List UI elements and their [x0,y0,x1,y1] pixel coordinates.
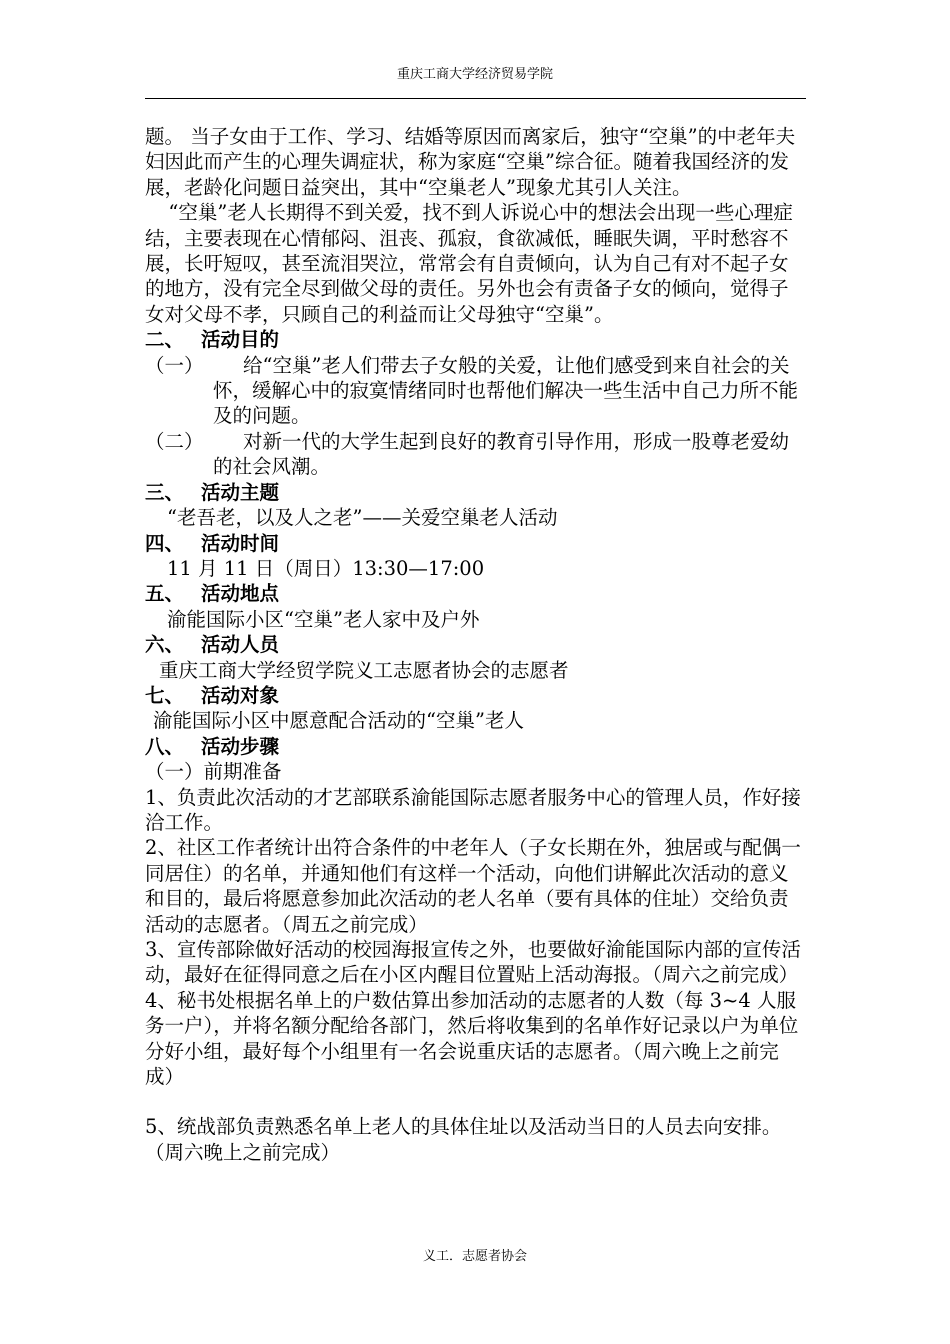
section-title: 活动对象 [201,683,280,707]
section-title: 活动主题 [201,480,280,504]
section-number: 二、 [145,328,185,352]
section-heading-2 [145,327,806,352]
subsection-heading: （一）前期准备 [145,760,282,784]
section-number: 五、 [145,582,185,606]
purpose-item-1 [145,353,806,429]
audience-text: 渝能国际小区中愿意配合活动的“空巢”老人 [153,709,524,733]
item-marker: （二） [145,429,204,453]
blank-line [145,1089,806,1114]
section-title: 活动地点 [201,582,280,606]
section-heading-3 [145,480,806,505]
step-item-1: 1、负责此次活动的才艺部联系渝能国际志愿者服务中心的管理人员，作好接洽工作。 [145,785,801,834]
section-number: 八、 [145,734,185,758]
document-body [145,124,806,1165]
step-item-2: 2、社区工作者统计出符合条件的中老年人（子女长期在外，独居或与配偶一同居住）的名单，并通知他们有这样一个活动，向他们讲解此次活动的意义和目的，最后将愿意参加此次活动的老人名单（要有具体的住址）交给负责活动的志愿者。（周五之前完成） [145,836,801,936]
theme-text: “老吾老，以及人之老”——关爱空巢老人活动 [167,506,558,530]
section-heading-8 [145,734,806,759]
section-title: 活动人员 [201,633,280,657]
intro-paragraph-2: “空巢”老人长期得不到关爱，找不到人诉说心中的想法会出现一些心理症结，主要表现在心情郁闷、沮丧、孤寂，食欲减低，睡眠失调，平时愁容不展，长吁短叹，甚至流泪哭泣，常常会有自责倾向，认为自己有对不起子女的地方，没有完全尽到做父母的责任。另外也会有责备子女的倾向，觉得子女对父母不孝，只顾自己的利益而让父母独守“空巢”。 [145,201,793,326]
section-title: 活动步骤 [201,734,280,758]
purpose-item-2 [145,429,806,480]
section-number: 七、 [145,683,185,707]
step-item-3: 3、宣传部除做好活动的校园海报宣传之外，也要做好渝能国际内部的宣传活动，最好在征得同意之后在小区内醒目位置贴上活动海报。（周六之前完成） [145,938,801,987]
page-footer: 义工．志愿者协会 [422,1249,527,1264]
item-text: 对新一代的大学生起到良好的教育引导作用，形成一股尊老爱幼的社会风潮。 [213,429,790,479]
step-item-5: 5、统战部负责熟悉名单上老人的具体住址以及活动当日的人员去向安排。（周六晚上之前完成） [145,1115,782,1164]
section-heading-4 [145,531,806,556]
item-marker: （一） [145,353,204,377]
item-text: 给“空巢”老人们带去子女般的关爱，让他们感受到来自社会的关怀，缓解心中的寂寞情绪同时也帮他们解决一些生活中自己力所不能及的问题。 [213,353,799,428]
section-title: 活动时间 [201,531,280,555]
header-rule [145,98,806,99]
personnel-text: 重庆工商大学经贸学院义工志愿者协会的志愿者 [159,658,569,682]
section-heading-5 [145,581,806,606]
page-header: 重庆工商大学经济贸易学院 [396,67,553,82]
section-heading-7 [145,683,806,708]
section-number: 三、 [145,480,185,504]
section-heading-6 [145,632,806,657]
section-number: 四、 [145,531,185,555]
time-text: 11 月 11 日（周日）13:30—17:00 [167,556,485,580]
section-number: 六、 [145,633,185,657]
intro-paragraph-1: 题。 当子女由于工作、学习、结婚等原因而离家后，独守“空巢”的中老年夫妇因此而产生的心理失调症状，称为家庭“空巢”综合征。随着我国经济的发展，老龄化问题日益突出，其中“空巢老人”现象尤其引人关注。 [145,125,796,199]
location-text: 渝能国际小区“空巢”老人家中及户外 [167,607,480,631]
section-title: 活动目的 [201,328,280,352]
step-item-4: 4、秘书处根据名单上的户数估算出参加活动的志愿者的人数（每 3~4 人服务一户），并将名额分配给各部门，然后将收集到的名单作好记录以户为单位分好小组，最好每个小组里有一名会说重庆话的志愿者。（周六晚上之前完成） [145,988,799,1089]
